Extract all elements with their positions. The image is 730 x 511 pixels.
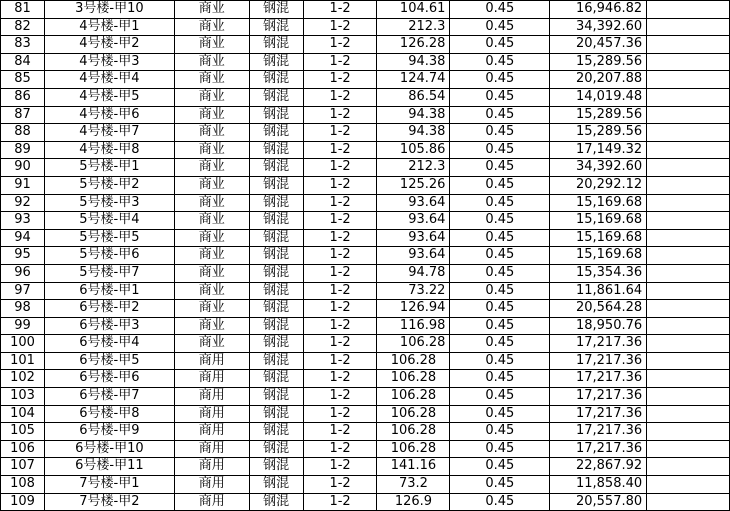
usage-cell[interactable]: 商业 — [174, 300, 249, 318]
unit-name-cell[interactable]: 7号楼-甲2 — [44, 493, 174, 511]
table-row[interactable] — [1, 493, 730, 511]
area-cell[interactable]: 86.54 — [377, 88, 450, 106]
unit-name-cell[interactable]: 6号楼-甲8 — [44, 405, 174, 423]
usage-cell[interactable]: 商业 — [174, 36, 249, 54]
empty-cell[interactable] — [647, 88, 730, 106]
empty-cell[interactable] — [647, 370, 730, 388]
structure-cell[interactable]: 钢混 — [249, 317, 303, 335]
rate-cell[interactable]: 0.45 — [450, 18, 550, 36]
structure-cell[interactable]: 钢混 — [249, 300, 303, 318]
rate-cell[interactable]: 0.45 — [450, 370, 550, 388]
floor-range-cell[interactable]: 1-2 — [303, 352, 377, 370]
empty-cell[interactable] — [647, 317, 730, 335]
area-cell[interactable]: 106.28 — [377, 370, 450, 388]
unit-name-cell[interactable]: 5号楼-甲4 — [44, 212, 174, 230]
structure-cell[interactable]: 钢混 — [249, 405, 303, 423]
empty-cell[interactable] — [647, 18, 730, 36]
area-cell[interactable]: 126.28 — [377, 36, 450, 54]
amount-cell[interactable]: 15,289.56 — [550, 106, 647, 124]
floor-range-cell[interactable]: 1-2 — [303, 88, 377, 106]
empty-cell[interactable] — [647, 176, 730, 194]
area-cell[interactable]: 93.64 — [377, 229, 450, 247]
table-row[interactable] — [1, 53, 730, 71]
structure-cell[interactable]: 钢混 — [249, 53, 303, 71]
row-index-cell[interactable]: 98 — [1, 300, 45, 318]
row-index-cell[interactable]: 86 — [1, 88, 45, 106]
area-cell[interactable]: 104.61 — [377, 1, 450, 19]
floor-range-cell[interactable]: 1-2 — [303, 1, 377, 19]
unit-name-cell[interactable]: 4号楼-甲1 — [44, 18, 174, 36]
floor-range-cell[interactable]: 1-2 — [303, 229, 377, 247]
row-index-cell[interactable]: 93 — [1, 212, 45, 230]
empty-cell[interactable] — [647, 440, 730, 458]
unit-name-cell[interactable]: 5号楼-甲6 — [44, 247, 174, 265]
row-index-cell[interactable]: 94 — [1, 229, 45, 247]
area-cell[interactable]: 126.94 — [377, 300, 450, 318]
rate-cell[interactable]: 0.45 — [450, 352, 550, 370]
table-row[interactable] — [1, 229, 730, 247]
structure-cell[interactable]: 钢混 — [249, 229, 303, 247]
rate-cell[interactable]: 0.45 — [450, 476, 550, 494]
floor-range-cell[interactable]: 1-2 — [303, 194, 377, 212]
row-index-cell[interactable]: 84 — [1, 53, 45, 71]
rate-cell[interactable]: 0.45 — [450, 458, 550, 476]
row-index-cell[interactable]: 82 — [1, 18, 45, 36]
amount-cell[interactable]: 15,169.68 — [550, 194, 647, 212]
row-index-cell[interactable]: 89 — [1, 141, 45, 159]
structure-cell[interactable]: 钢混 — [249, 388, 303, 406]
usage-cell[interactable]: 商用 — [174, 440, 249, 458]
usage-cell[interactable]: 商业 — [174, 71, 249, 89]
empty-cell[interactable] — [647, 53, 730, 71]
unit-name-cell[interactable]: 5号楼-甲2 — [44, 176, 174, 194]
amount-cell[interactable]: 14,019.48 — [550, 88, 647, 106]
floor-range-cell[interactable]: 1-2 — [303, 53, 377, 71]
floor-range-cell[interactable]: 1-2 — [303, 317, 377, 335]
row-index-cell[interactable]: 105 — [1, 423, 45, 441]
row-index-cell[interactable]: 96 — [1, 264, 45, 282]
table-row[interactable] — [1, 141, 730, 159]
empty-cell[interactable] — [647, 493, 730, 511]
usage-cell[interactable]: 商用 — [174, 423, 249, 441]
unit-name-cell[interactable]: 4号楼-甲8 — [44, 141, 174, 159]
floor-range-cell[interactable]: 1-2 — [303, 423, 377, 441]
structure-cell[interactable]: 钢混 — [249, 264, 303, 282]
amount-cell[interactable]: 20,292.12 — [550, 176, 647, 194]
amount-cell[interactable]: 17,217.36 — [550, 335, 647, 353]
rate-cell[interactable]: 0.45 — [450, 423, 550, 441]
rate-cell[interactable]: 0.45 — [450, 388, 550, 406]
unit-name-cell[interactable]: 6号楼-甲1 — [44, 282, 174, 300]
unit-name-cell[interactable]: 6号楼-甲5 — [44, 352, 174, 370]
floor-range-cell[interactable]: 1-2 — [303, 141, 377, 159]
unit-name-cell[interactable]: 6号楼-甲4 — [44, 335, 174, 353]
unit-name-cell[interactable]: 5号楼-甲3 — [44, 194, 174, 212]
amount-cell[interactable]: 17,217.36 — [550, 423, 647, 441]
structure-cell[interactable]: 钢混 — [249, 141, 303, 159]
table-row[interactable] — [1, 194, 730, 212]
amount-cell[interactable]: 34,392.60 — [550, 159, 647, 177]
amount-cell[interactable]: 20,207.88 — [550, 71, 647, 89]
table-row[interactable] — [1, 300, 730, 318]
structure-cell[interactable]: 钢混 — [249, 124, 303, 142]
structure-cell[interactable]: 钢混 — [249, 194, 303, 212]
structure-cell[interactable]: 钢混 — [249, 71, 303, 89]
usage-cell[interactable]: 商业 — [174, 106, 249, 124]
floor-range-cell[interactable]: 1-2 — [303, 106, 377, 124]
empty-cell[interactable] — [647, 36, 730, 54]
unit-name-cell[interactable]: 6号楼-甲2 — [44, 300, 174, 318]
floor-range-cell[interactable]: 1-2 — [303, 176, 377, 194]
amount-cell[interactable]: 20,557.80 — [550, 493, 647, 511]
usage-cell[interactable]: 商业 — [174, 194, 249, 212]
amount-cell[interactable]: 17,217.36 — [550, 440, 647, 458]
area-cell[interactable]: 106.28 — [377, 405, 450, 423]
unit-name-cell[interactable]: 4号楼-甲4 — [44, 71, 174, 89]
empty-cell[interactable] — [647, 458, 730, 476]
empty-cell[interactable] — [647, 141, 730, 159]
usage-cell[interactable]: 商业 — [174, 124, 249, 142]
floor-range-cell[interactable]: 1-2 — [303, 18, 377, 36]
table-row[interactable] — [1, 18, 730, 36]
rate-cell[interactable]: 0.45 — [450, 53, 550, 71]
rate-cell[interactable]: 0.45 — [450, 88, 550, 106]
amount-cell[interactable]: 17,217.36 — [550, 370, 647, 388]
area-cell[interactable]: 93.64 — [377, 247, 450, 265]
row-index-cell[interactable]: 83 — [1, 36, 45, 54]
row-index-cell[interactable]: 107 — [1, 458, 45, 476]
table-row[interactable] — [1, 476, 730, 494]
row-index-cell[interactable]: 85 — [1, 71, 45, 89]
empty-cell[interactable] — [647, 194, 730, 212]
usage-cell[interactable]: 商用 — [174, 405, 249, 423]
structure-cell[interactable]: 钢混 — [249, 493, 303, 511]
empty-cell[interactable] — [647, 352, 730, 370]
unit-name-cell[interactable]: 6号楼-甲11 — [44, 458, 174, 476]
table-row[interactable] — [1, 317, 730, 335]
usage-cell[interactable]: 商业 — [174, 212, 249, 230]
usage-cell[interactable]: 商用 — [174, 370, 249, 388]
structure-cell[interactable]: 钢混 — [249, 88, 303, 106]
unit-name-cell[interactable]: 6号楼-甲10 — [44, 440, 174, 458]
rate-cell[interactable]: 0.45 — [450, 335, 550, 353]
usage-cell[interactable]: 商业 — [174, 88, 249, 106]
area-cell[interactable]: 126.9 — [377, 493, 450, 511]
row-index-cell[interactable]: 95 — [1, 247, 45, 265]
rate-cell[interactable]: 0.45 — [450, 36, 550, 54]
rate-cell[interactable]: 0.45 — [450, 282, 550, 300]
structure-cell[interactable]: 钢混 — [249, 458, 303, 476]
empty-cell[interactable] — [647, 282, 730, 300]
area-cell[interactable]: 93.64 — [377, 212, 450, 230]
area-cell[interactable]: 94.38 — [377, 53, 450, 71]
empty-cell[interactable] — [647, 335, 730, 353]
floor-range-cell[interactable]: 1-2 — [303, 282, 377, 300]
unit-name-cell[interactable]: 4号楼-甲6 — [44, 106, 174, 124]
usage-cell[interactable]: 商业 — [174, 53, 249, 71]
structure-cell[interactable]: 钢混 — [249, 423, 303, 441]
floor-range-cell[interactable]: 1-2 — [303, 335, 377, 353]
usage-cell[interactable]: 商业 — [174, 264, 249, 282]
rate-cell[interactable]: 0.45 — [450, 71, 550, 89]
table-row[interactable] — [1, 88, 730, 106]
table-row[interactable] — [1, 106, 730, 124]
table-row[interactable] — [1, 388, 730, 406]
row-index-cell[interactable]: 102 — [1, 370, 45, 388]
amount-cell[interactable]: 17,217.36 — [550, 405, 647, 423]
floor-range-cell[interactable]: 1-2 — [303, 71, 377, 89]
rate-cell[interactable]: 0.45 — [450, 317, 550, 335]
usage-cell[interactable]: 商业 — [174, 229, 249, 247]
unit-name-cell[interactable]: 3号楼-甲10 — [44, 1, 174, 19]
usage-cell[interactable]: 商用 — [174, 476, 249, 494]
area-cell[interactable]: 106.28 — [377, 335, 450, 353]
floor-range-cell[interactable]: 1-2 — [303, 212, 377, 230]
table-row[interactable] — [1, 335, 730, 353]
structure-cell[interactable]: 钢混 — [249, 282, 303, 300]
row-index-cell[interactable]: 90 — [1, 159, 45, 177]
area-cell[interactable]: 212.3 — [377, 18, 450, 36]
area-cell[interactable]: 106.28 — [377, 352, 450, 370]
usage-cell[interactable]: 商业 — [174, 18, 249, 36]
usage-cell[interactable]: 商业 — [174, 141, 249, 159]
table-row[interactable] — [1, 36, 730, 54]
unit-name-cell[interactable]: 5号楼-甲5 — [44, 229, 174, 247]
rate-cell[interactable]: 0.45 — [450, 212, 550, 230]
empty-cell[interactable] — [647, 106, 730, 124]
table-row[interactable] — [1, 458, 730, 476]
empty-cell[interactable] — [647, 229, 730, 247]
rate-cell[interactable]: 0.45 — [450, 264, 550, 282]
rate-cell[interactable]: 0.45 — [450, 300, 550, 318]
empty-cell[interactable] — [647, 247, 730, 265]
row-index-cell[interactable]: 100 — [1, 335, 45, 353]
area-cell[interactable]: 124.74 — [377, 71, 450, 89]
rate-cell[interactable]: 0.45 — [450, 141, 550, 159]
structure-cell[interactable]: 钢混 — [249, 36, 303, 54]
table-row[interactable] — [1, 264, 730, 282]
area-cell[interactable]: 94.38 — [377, 124, 450, 142]
empty-cell[interactable] — [647, 423, 730, 441]
table-row[interactable] — [1, 282, 730, 300]
empty-cell[interactable] — [647, 300, 730, 318]
unit-name-cell[interactable]: 7号楼-甲1 — [44, 476, 174, 494]
structure-cell[interactable]: 钢混 — [249, 18, 303, 36]
usage-cell[interactable]: 商业 — [174, 282, 249, 300]
area-cell[interactable]: 105.86 — [377, 141, 450, 159]
area-cell[interactable]: 94.38 — [377, 106, 450, 124]
amount-cell[interactable]: 15,169.68 — [550, 212, 647, 230]
area-cell[interactable]: 94.78 — [377, 264, 450, 282]
table-row[interactable] — [1, 370, 730, 388]
empty-cell[interactable] — [647, 405, 730, 423]
table-body — [1, 1, 730, 511]
floor-range-cell[interactable]: 1-2 — [303, 300, 377, 318]
structure-cell[interactable]: 钢混 — [249, 247, 303, 265]
amount-cell[interactable]: 15,289.56 — [550, 124, 647, 142]
usage-cell[interactable]: 商业 — [174, 1, 249, 19]
row-index-cell[interactable]: 99 — [1, 317, 45, 335]
unit-name-cell[interactable]: 4号楼-甲7 — [44, 124, 174, 142]
amount-cell[interactable]: 34,392.60 — [550, 18, 647, 36]
unit-name-cell[interactable]: 6号楼-甲9 — [44, 423, 174, 441]
structure-cell[interactable]: 钢混 — [249, 335, 303, 353]
floor-range-cell[interactable]: 1-2 — [303, 124, 377, 142]
area-cell[interactable]: 125.26 — [377, 176, 450, 194]
table-row[interactable] — [1, 1, 730, 19]
unit-name-cell[interactable]: 5号楼-甲7 — [44, 264, 174, 282]
area-cell[interactable]: 106.28 — [377, 423, 450, 441]
unit-name-cell[interactable]: 5号楼-甲1 — [44, 159, 174, 177]
unit-name-cell[interactable]: 4号楼-甲3 — [44, 53, 174, 71]
structure-cell[interactable]: 钢混 — [249, 370, 303, 388]
unit-name-cell[interactable]: 6号楼-甲7 — [44, 388, 174, 406]
unit-name-cell[interactable]: 6号楼-甲3 — [44, 317, 174, 335]
table-row[interactable] — [1, 71, 730, 89]
table-row[interactable] — [1, 405, 730, 423]
amount-cell[interactable]: 15,354.36 — [550, 264, 647, 282]
rate-cell[interactable]: 0.45 — [450, 1, 550, 19]
empty-cell[interactable] — [647, 388, 730, 406]
amount-cell[interactable]: 17,149.32 — [550, 141, 647, 159]
amount-cell[interactable]: 15,169.68 — [550, 229, 647, 247]
floor-range-cell[interactable]: 1-2 — [303, 405, 377, 423]
usage-cell[interactable]: 商业 — [174, 317, 249, 335]
row-index-cell[interactable]: 104 — [1, 405, 45, 423]
empty-cell[interactable] — [647, 124, 730, 142]
area-cell[interactable]: 93.64 — [377, 194, 450, 212]
floor-range-cell[interactable]: 1-2 — [303, 370, 377, 388]
rate-cell[interactable]: 0.45 — [450, 159, 550, 177]
table-row[interactable] — [1, 176, 730, 194]
floor-range-cell[interactable]: 1-2 — [303, 388, 377, 406]
amount-cell[interactable]: 20,457.36 — [550, 36, 647, 54]
area-cell[interactable]: 73.22 — [377, 282, 450, 300]
amount-cell[interactable]: 15,169.68 — [550, 247, 647, 265]
usage-cell[interactable]: 商用 — [174, 388, 249, 406]
row-index-cell[interactable]: 97 — [1, 282, 45, 300]
rate-cell[interactable]: 0.45 — [450, 493, 550, 511]
rate-cell[interactable]: 0.45 — [450, 440, 550, 458]
structure-cell[interactable]: 钢混 — [249, 159, 303, 177]
rate-cell[interactable]: 0.45 — [450, 124, 550, 142]
empty-cell[interactable] — [647, 476, 730, 494]
floor-range-cell[interactable]: 1-2 — [303, 159, 377, 177]
usage-cell[interactable]: 商业 — [174, 335, 249, 353]
area-cell[interactable]: 212.3 — [377, 159, 450, 177]
row-index-cell[interactable]: 87 — [1, 106, 45, 124]
structure-cell[interactable]: 钢混 — [249, 176, 303, 194]
usage-cell[interactable]: 商业 — [174, 247, 249, 265]
row-index-cell[interactable]: 101 — [1, 352, 45, 370]
row-index-cell[interactable]: 109 — [1, 493, 45, 511]
amount-cell[interactable]: 20,564.28 — [550, 300, 647, 318]
table-row[interactable] — [1, 247, 730, 265]
floor-range-cell[interactable]: 1-2 — [303, 458, 377, 476]
rate-cell[interactable]: 0.45 — [450, 106, 550, 124]
rate-cell[interactable]: 0.45 — [450, 176, 550, 194]
amount-cell[interactable]: 11,858.40 — [550, 476, 647, 494]
empty-cell[interactable] — [647, 212, 730, 230]
floor-range-cell[interactable]: 1-2 — [303, 476, 377, 494]
area-cell[interactable]: 141.16 — [377, 458, 450, 476]
table-row[interactable] — [1, 124, 730, 142]
structure-cell[interactable]: 钢混 — [249, 352, 303, 370]
floor-range-cell[interactable]: 1-2 — [303, 493, 377, 511]
floor-range-cell[interactable]: 1-2 — [303, 440, 377, 458]
usage-cell[interactable]: 商用 — [174, 458, 249, 476]
amount-cell[interactable]: 17,217.36 — [550, 388, 647, 406]
table-row[interactable] — [1, 352, 730, 370]
row-index-cell[interactable]: 106 — [1, 440, 45, 458]
rate-cell[interactable]: 0.45 — [450, 405, 550, 423]
empty-cell[interactable] — [647, 264, 730, 282]
row-index-cell[interactable]: 91 — [1, 176, 45, 194]
rate-cell[interactable]: 0.45 — [450, 229, 550, 247]
table-row[interactable] — [1, 159, 730, 177]
rate-cell[interactable]: 0.45 — [450, 247, 550, 265]
area-cell[interactable]: 73.2 — [377, 476, 450, 494]
usage-cell[interactable]: 商业 — [174, 159, 249, 177]
floor-range-cell[interactable]: 1-2 — [303, 247, 377, 265]
area-cell[interactable]: 106.28 — [377, 388, 450, 406]
usage-cell[interactable]: 商用 — [174, 493, 249, 511]
unit-name-cell[interactable]: 4号楼-甲5 — [44, 88, 174, 106]
row-index-cell[interactable]: 88 — [1, 124, 45, 142]
empty-cell[interactable] — [647, 71, 730, 89]
amount-cell[interactable]: 17,217.36 — [550, 352, 647, 370]
empty-cell[interactable] — [647, 159, 730, 177]
row-index-cell[interactable]: 108 — [1, 476, 45, 494]
row-index-cell[interactable]: 92 — [1, 194, 45, 212]
row-index-cell[interactable]: 103 — [1, 388, 45, 406]
amount-cell[interactable]: 18,950.76 — [550, 317, 647, 335]
structure-cell[interactable]: 钢混 — [249, 476, 303, 494]
table-row[interactable] — [1, 440, 730, 458]
floor-range-cell[interactable]: 1-2 — [303, 264, 377, 282]
unit-name-cell[interactable]: 4号楼-甲2 — [44, 36, 174, 54]
structure-cell[interactable]: 钢混 — [249, 440, 303, 458]
row-index-cell[interactable]: 81 — [1, 1, 45, 19]
amount-cell[interactable]: 16,946.82 — [550, 1, 647, 19]
structure-cell[interactable]: 钢混 — [249, 106, 303, 124]
empty-cell[interactable] — [647, 1, 730, 19]
usage-cell[interactable]: 商用 — [174, 352, 249, 370]
area-cell[interactable]: 116.98 — [377, 317, 450, 335]
floor-range-cell[interactable]: 1-2 — [303, 36, 377, 54]
table-row[interactable] — [1, 212, 730, 230]
structure-cell[interactable]: 钢混 — [249, 212, 303, 230]
area-cell[interactable]: 106.28 — [377, 440, 450, 458]
amount-cell[interactable]: 11,861.64 — [550, 282, 647, 300]
unit-name-cell[interactable]: 6号楼-甲6 — [44, 370, 174, 388]
usage-cell[interactable]: 商业 — [174, 176, 249, 194]
structure-cell[interactable]: 钢混 — [249, 1, 303, 19]
rate-cell[interactable]: 0.45 — [450, 194, 550, 212]
table-row[interactable] — [1, 423, 730, 441]
amount-cell[interactable]: 22,867.92 — [550, 458, 647, 476]
amount-cell[interactable]: 15,289.56 — [550, 53, 647, 71]
